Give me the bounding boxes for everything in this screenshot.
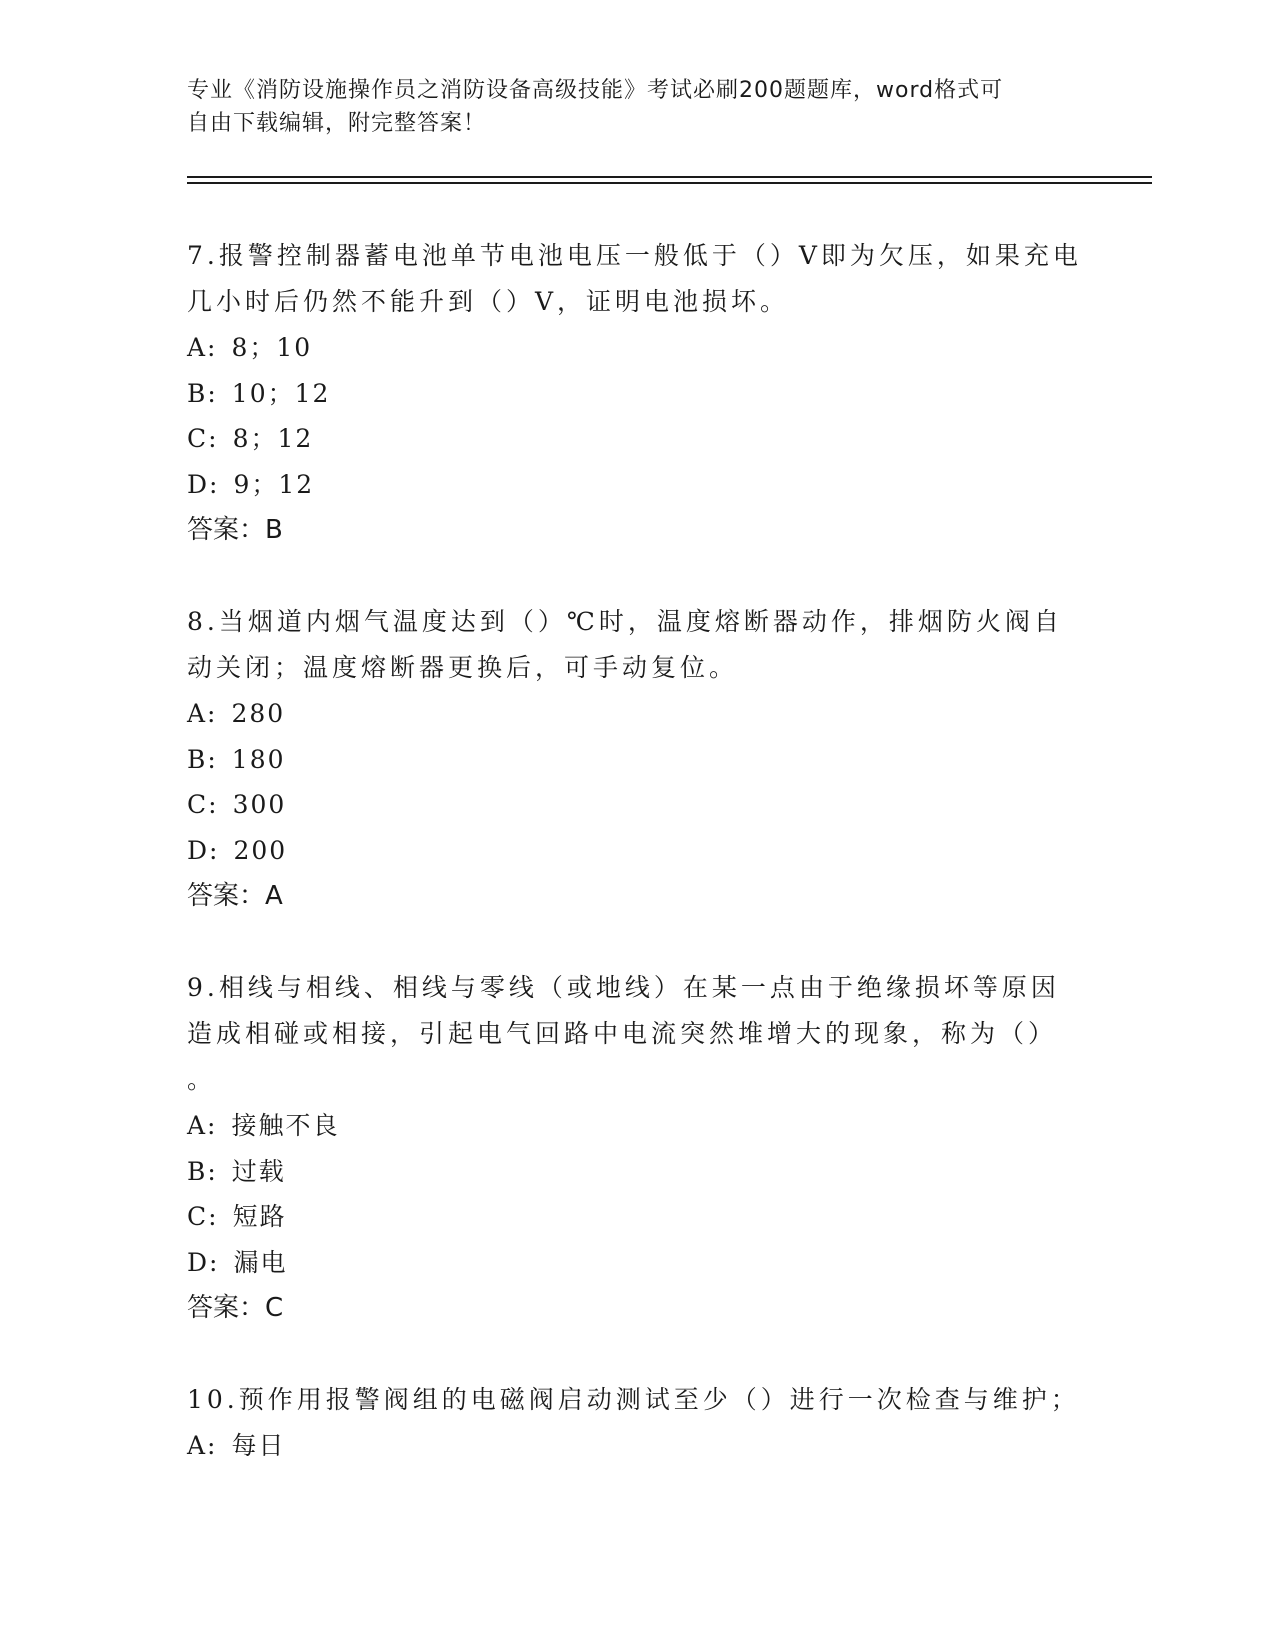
question-item: [187, 965, 1087, 1331]
option-label: B:: [187, 744, 218, 774]
option-c: [187, 416, 1087, 462]
option-label: A:: [187, 333, 218, 362]
question-text: [187, 233, 1087, 325]
option-b: [187, 737, 1087, 783]
option-c: [187, 1194, 1087, 1240]
option-label: C:: [187, 424, 219, 453]
option-label: B:: [187, 378, 218, 408]
header-divider: [187, 176, 1152, 178]
question-item: [187, 1377, 1087, 1469]
question-line: 8.当烟道内烟气温度达到（）℃时，温度熔断器动作，排烟防火阀自: [187, 607, 1063, 636]
option-label: C:: [187, 1202, 219, 1231]
option-text: 漏电: [233, 1247, 288, 1277]
option-label: A:: [187, 699, 218, 728]
option-label: D:: [187, 1247, 220, 1277]
question-line: 7.报警控制器蓄电池单节电池电压一般低于（）V即为欠压，如果充电: [187, 241, 1082, 270]
option-text: 300: [232, 790, 287, 819]
question-list: [187, 233, 1087, 1515]
question-line: 几小时后仍然不能升到（）V，证明电池损坏。: [187, 287, 790, 316]
option-text: 280: [231, 699, 286, 728]
option-text: 每日: [231, 1431, 286, 1460]
question-text: [187, 965, 1087, 1103]
header-line: 自由下载编辑，附完整答案！: [187, 111, 487, 136]
option-text: 短路: [232, 1202, 287, 1231]
question-line: 。: [187, 1065, 217, 1094]
header-line: 专业《消防设施操作员之消防设备高级技能》考试必刷200题题库，word格式可: [187, 78, 1004, 103]
option-text: 10；12: [231, 378, 331, 408]
option-a: [187, 1423, 1087, 1469]
answer-line: 答案：A: [187, 881, 283, 911]
option-text: 过载: [231, 1156, 286, 1186]
question-line: 10.预作用报警阀组的电磁阀启动测试至少（）进行一次检查与维护；: [187, 1385, 1080, 1414]
question-text: [187, 599, 1087, 691]
option-label: A:: [187, 1111, 218, 1140]
document-header: [187, 74, 1087, 140]
option-d: [187, 1240, 1087, 1286]
option-label: D:: [187, 469, 220, 499]
question-line: 造成相碰或相接，引起电气回路中电流突然堆增大的现象，称为（）: [187, 1019, 1058, 1048]
question-line: 动关闭；温度熔断器更换后，可手动复位。: [187, 653, 739, 682]
option-label: D:: [187, 835, 220, 865]
option-text: 接触不良: [231, 1111, 340, 1140]
option-a: [187, 325, 1087, 371]
option-text: 200: [233, 835, 288, 865]
answer-line: 答案：C: [187, 1293, 284, 1323]
option-c: [187, 782, 1087, 828]
question-item: [187, 599, 1087, 919]
option-b: [187, 371, 1087, 417]
question-item: [187, 233, 1087, 553]
option-label: A:: [187, 1431, 218, 1460]
option-text: 180: [231, 744, 286, 774]
option-d: [187, 828, 1087, 874]
option-d: [187, 462, 1087, 508]
question-text: [187, 1377, 1087, 1423]
question-line: 9.相线与相线、相线与零线（或地线）在某一点由于绝缘损坏等原因: [187, 973, 1060, 1002]
option-text: 9；12: [233, 469, 315, 499]
option-a: [187, 691, 1087, 737]
header-divider: [187, 182, 1152, 184]
answer-line: 答案：B: [187, 515, 283, 545]
option-b: [187, 1149, 1087, 1195]
option-text: 8；12: [232, 424, 314, 453]
option-a: [187, 1103, 1087, 1149]
option-label: B:: [187, 1156, 218, 1186]
option-label: C:: [187, 790, 219, 819]
option-text: 8；10: [231, 333, 313, 362]
